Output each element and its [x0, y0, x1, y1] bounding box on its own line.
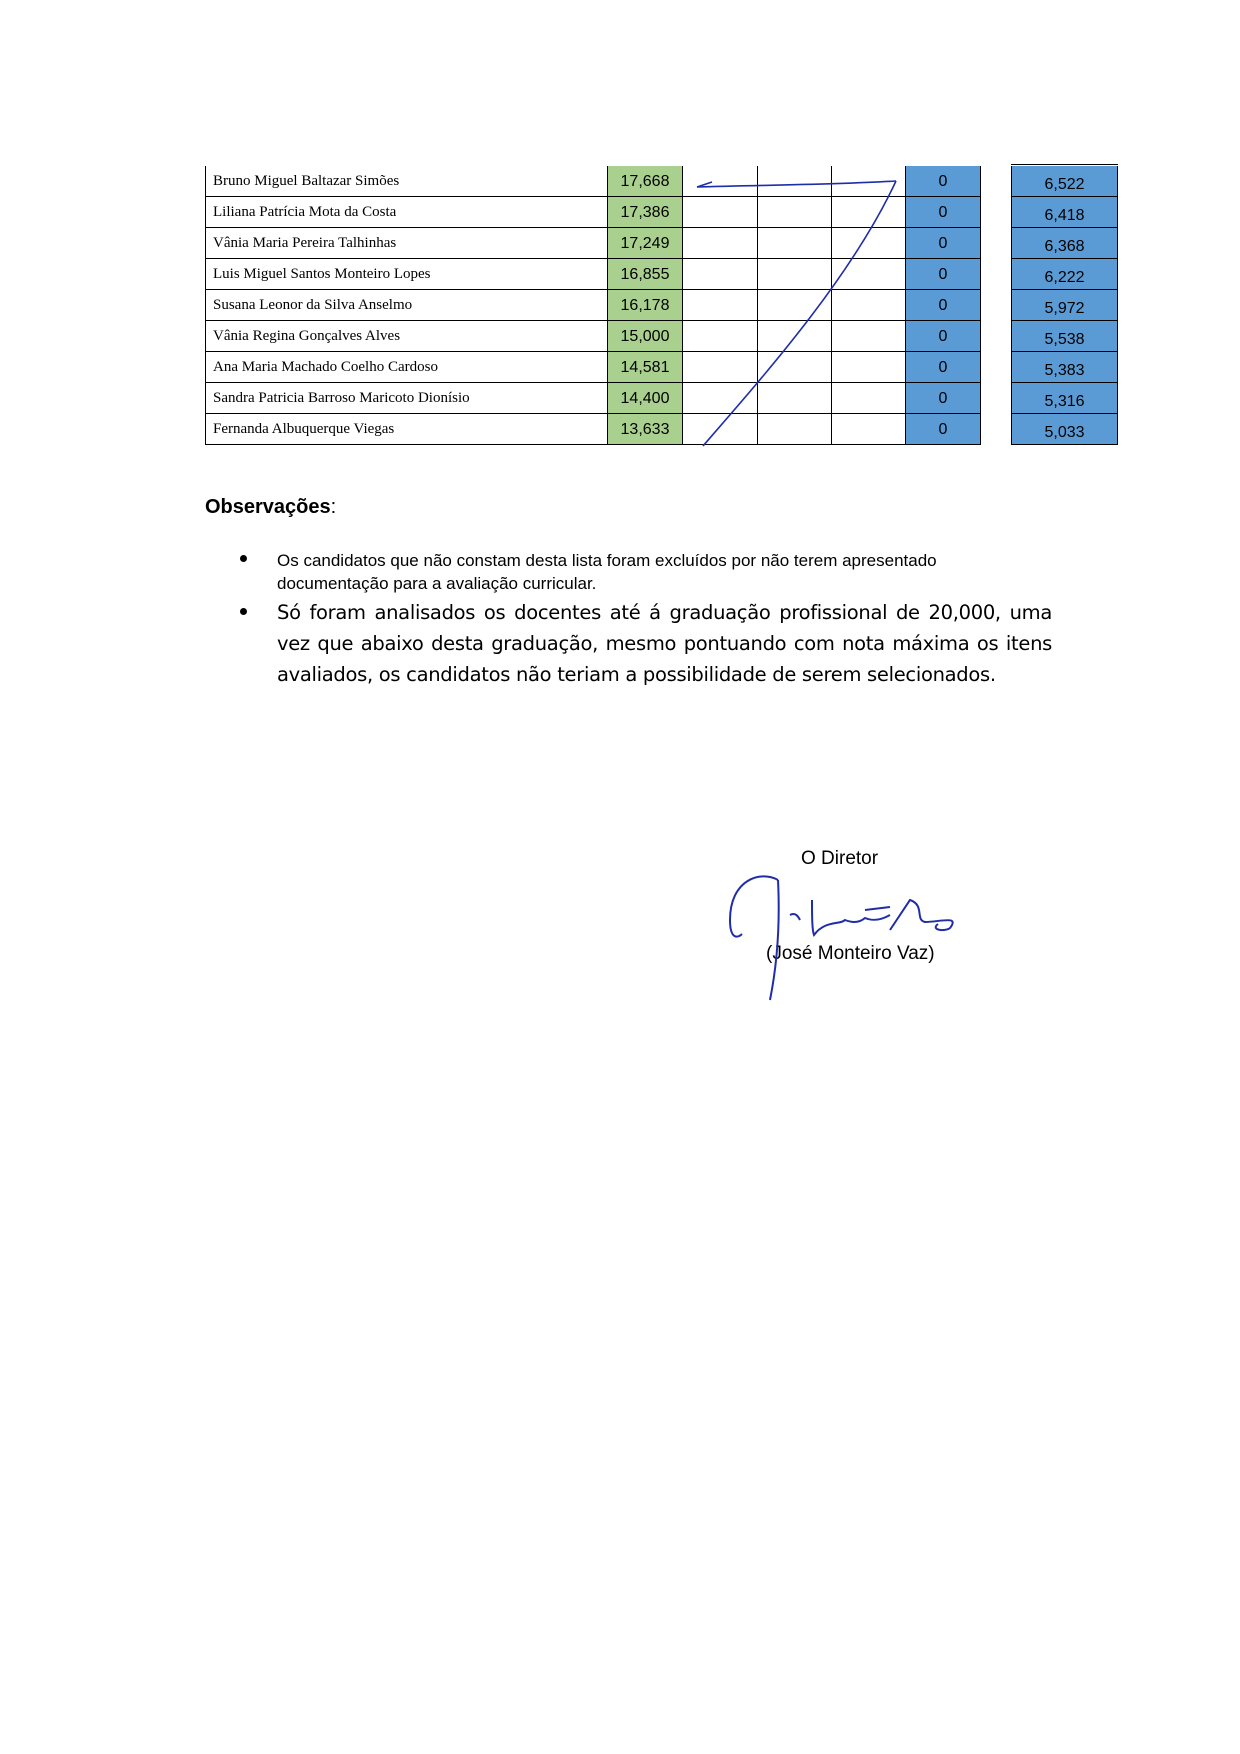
- final-score-cell: 6,368: [1011, 228, 1118, 259]
- zero-points-cell: 0: [906, 228, 981, 259]
- empty-cell: [683, 352, 758, 383]
- bullet-icon: [240, 555, 247, 562]
- candidate-name-cell: Vânia Maria Pereira Talhinhas: [205, 228, 607, 259]
- zero-points-cell: 0: [906, 321, 981, 352]
- empty-cell: [758, 228, 832, 259]
- empty-cell: [683, 228, 758, 259]
- observation-item-2: Só foram analisados os docentes até á graduação profissional de 20,000, uma vez que abaixo desta graduação, mesmo pontuando com nota máxima os itens avaliados, os candidatos não teriam a possibilidade de serem selecionados.: [277, 601, 1052, 686]
- zero-points-cell: 0: [906, 290, 981, 321]
- graduation-cell: 17,668: [607, 166, 683, 197]
- final-score-cell: 6,418: [1011, 197, 1118, 228]
- empty-cell: [758, 290, 832, 321]
- empty-cell: [683, 290, 758, 321]
- table-row: [205, 352, 1118, 383]
- candidate-name-cell: Liliana Patrícia Mota da Costa: [205, 197, 607, 228]
- score-column-top-border: [1011, 164, 1118, 165]
- candidate-name-cell: Ana Maria Machado Coelho Cardoso: [205, 352, 607, 383]
- table-row: [205, 166, 1118, 197]
- graduation-cell: 16,855: [607, 259, 683, 290]
- table-row: [205, 290, 1118, 321]
- candidate-name-cell: Luis Miguel Santos Monteiro Lopes: [205, 259, 607, 290]
- empty-cell: [758, 166, 832, 197]
- signatory-role: O Diretor: [801, 848, 879, 869]
- graduation-cell: 17,249: [607, 228, 683, 259]
- graduation-cell: 15,000: [607, 321, 683, 352]
- table-row: [205, 259, 1118, 290]
- signatory-name: (José Monteiro Vaz): [766, 943, 935, 964]
- observation-item-1: Os candidatos que não constam desta lista foram excluídos por não terem apresentado documentação para a avaliação curricular.: [277, 551, 937, 593]
- empty-cell: [832, 321, 906, 352]
- table-row: [205, 321, 1118, 352]
- handwritten-signature: [700, 860, 1020, 1020]
- table-row: [205, 197, 1118, 228]
- zero-points-cell: 0: [906, 383, 981, 414]
- empty-cell: [683, 383, 758, 414]
- table-row: [205, 414, 1118, 445]
- final-score-cell: 5,383: [1011, 352, 1118, 383]
- empty-cell: [758, 414, 832, 445]
- graduation-cell: 14,400: [607, 383, 683, 414]
- final-score-cell: 5,972: [1011, 290, 1118, 321]
- empty-cell: [832, 259, 906, 290]
- empty-cell: [832, 197, 906, 228]
- empty-cell: [758, 197, 832, 228]
- empty-cell: [683, 166, 758, 197]
- empty-cell: [832, 414, 906, 445]
- bullet-icon: [240, 608, 247, 615]
- empty-cell: [683, 321, 758, 352]
- final-score-cell: 5,033: [1011, 414, 1118, 445]
- candidate-name-cell: Sandra Patricia Barroso Maricoto Dionísio: [205, 383, 607, 414]
- candidate-name-cell: Susana Leonor da Silva Anselmo: [205, 290, 607, 321]
- empty-cell: [758, 352, 832, 383]
- empty-cell: [832, 228, 906, 259]
- empty-cell: [832, 290, 906, 321]
- final-score-cell: 5,538: [1011, 321, 1118, 352]
- graduation-cell: 13,633: [607, 414, 683, 445]
- empty-cell: [683, 259, 758, 290]
- final-score-cell: 5,316: [1011, 383, 1118, 414]
- candidate-name-cell: Vânia Regina Gonçalves Alves: [205, 321, 607, 352]
- empty-cell: [832, 166, 906, 197]
- observations-title: Observações:: [205, 496, 337, 518]
- empty-cell: [683, 414, 758, 445]
- graduation-cell: 14,581: [607, 352, 683, 383]
- empty-cell: [758, 321, 832, 352]
- zero-points-cell: 0: [906, 197, 981, 228]
- zero-points-cell: 0: [906, 259, 981, 290]
- zero-points-cell: 0: [906, 414, 981, 445]
- empty-cell: [832, 352, 906, 383]
- graduation-cell: 17,386: [607, 197, 683, 228]
- zero-points-cell: 0: [906, 166, 981, 197]
- empty-cell: [832, 383, 906, 414]
- table-row: [205, 228, 1118, 259]
- final-score-cell: 6,522: [1011, 166, 1118, 197]
- graduation-cell: 16,178: [607, 290, 683, 321]
- table-row: [205, 383, 1118, 414]
- empty-cell: [758, 383, 832, 414]
- candidate-name-cell: Bruno Miguel Baltazar Simões: [205, 166, 607, 197]
- empty-cell: [683, 197, 758, 228]
- zero-points-cell: 0: [906, 352, 981, 383]
- candidate-name-cell: Fernanda Albuquerque Viegas: [205, 414, 607, 445]
- empty-cell: [758, 259, 832, 290]
- final-score-cell: 6,222: [1011, 259, 1118, 290]
